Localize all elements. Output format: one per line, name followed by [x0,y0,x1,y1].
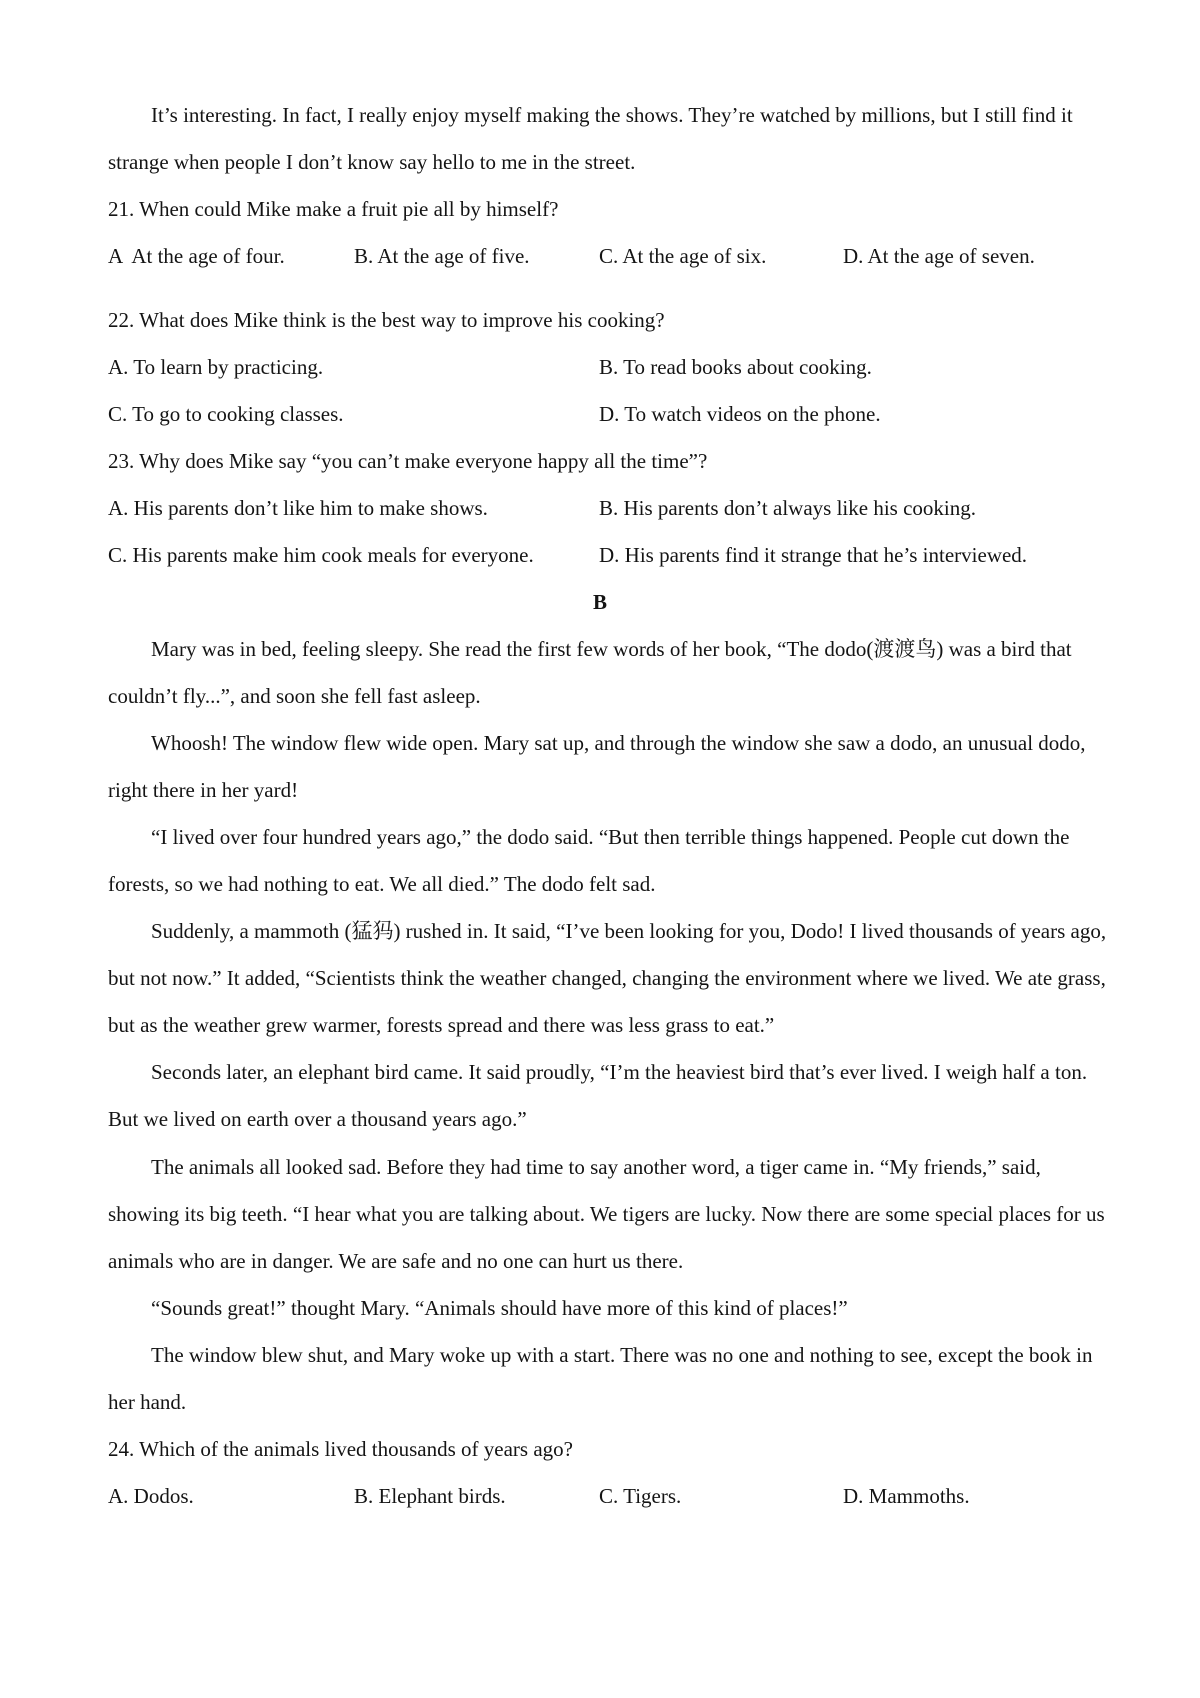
option-c: C. Tigers. [599,1483,682,1508]
paragraph-line: strange when people I don’t know say hello to me in the street. [108,150,636,175]
paragraph-line: Seconds later, an elephant bird came. It said proudly, “I’m the heaviest bird that’s ever lived. I weigh half a ton. [151,1060,1088,1085]
option-d: D. Mammoths. [843,1483,970,1508]
option-d: D. His parents find it strange that he’s interviewed. [599,542,1028,567]
option-a: A. To learn by practicing. [108,354,324,379]
paragraph-line: but as the weather grew warmer, forests spread and there was less grass to eat.” [108,1013,775,1038]
paragraph-line: Suddenly, a mammoth (猛犸) rushed in. It said, “I’ve been looking for you, Dodo! I lived thousands of years ago, [151,919,1107,944]
paragraph-line: But we lived on earth over a thousand years ago.” [108,1107,527,1132]
paragraph-line: It’s interesting. In fact, I really enjoy myself making the shows. They’re watched by millions, but I still find it [151,103,1073,127]
option-d: D. To watch videos on the phone. [599,401,881,426]
option-c: C. His parents make him cook meals for everyone. [108,542,534,567]
paragraph-line: showing its big teeth. “I hear what you are talking about. We tigers are lucky. Now there are some special places for us [108,1201,1105,1226]
question-options [108,1473,1092,1520]
option-b: B. To read books about cooking. [599,354,872,379]
paragraph-line: Whoosh! The window flew wide open. Mary sat up, and through the window she saw a dodo, an unusual dodo, [151,731,1086,756]
paragraph-line: The animals all looked sad. Before they had time to say another word, a tiger came in. “My friends,” said, [151,1154,1041,1179]
paragraph-line: but not now.” It added, “Scientists think the weather changed, changing the environment where we lived. We ate grass, [108,966,1106,991]
question-options [108,233,1092,280]
question-stem: 22. What does Mike think is the best way to improve his cooking? [108,307,665,332]
option-a: A. Dodos. [108,1483,194,1508]
page-content [108,92,1107,1520]
paragraph-line: animals who are in danger. We are safe and no one can hurt us there. [108,1248,684,1273]
option-c: C. At the age of six. [599,244,767,269]
question-options [108,344,1092,391]
paragraph-line: her hand. [108,1389,187,1414]
option-b: B. At the age of five. [354,244,530,269]
option-a: A. His parents don’t like him to make shows. [108,495,488,520]
paragraph-line: right there in her yard! [108,778,299,803]
paragraph-line: Mary was in bed, feeling sleepy. She read the first few words of her book, “The dodo(渡渡鸟) was a bird that [151,637,1072,662]
paragraph-line: couldn’t fly...”, and soon she fell fast asleep. [108,684,481,709]
paragraph-line: forests, so we had nothing to eat. We all died.” The dodo felt sad. [108,872,656,897]
question-stem: 21. When could Mike make a fruit pie all by himself? [108,197,559,222]
paragraph-line: “Sounds great!” thought Mary. “Animals should have more of this kind of places!” [151,1295,848,1320]
paragraph-line: The window blew shut, and Mary woke up with a start. There was no one and nothing to see, except the book in [151,1342,1093,1367]
question-stem: 24. Which of the animals lived thousands of years ago? [108,1436,573,1461]
option-b: B. Elephant birds. [354,1483,506,1508]
question-options [108,485,1092,532]
question-options [108,532,1092,579]
option-a: A At the age of four. [108,244,285,269]
question-options [108,391,1092,438]
section-heading: B [592,589,607,614]
paragraph-line: “I lived over four hundred years ago,” the dodo said. “But then terrible things happened. People cut down the [151,825,1070,850]
option-b: B. His parents don’t always like his cooking. [599,495,976,520]
question-stem: 23. Why does Mike say “you can’t make everyone happy all the time”? [108,448,708,473]
option-c: C. To go to cooking classes. [108,401,344,426]
option-d: D. At the age of seven. [843,244,1035,269]
